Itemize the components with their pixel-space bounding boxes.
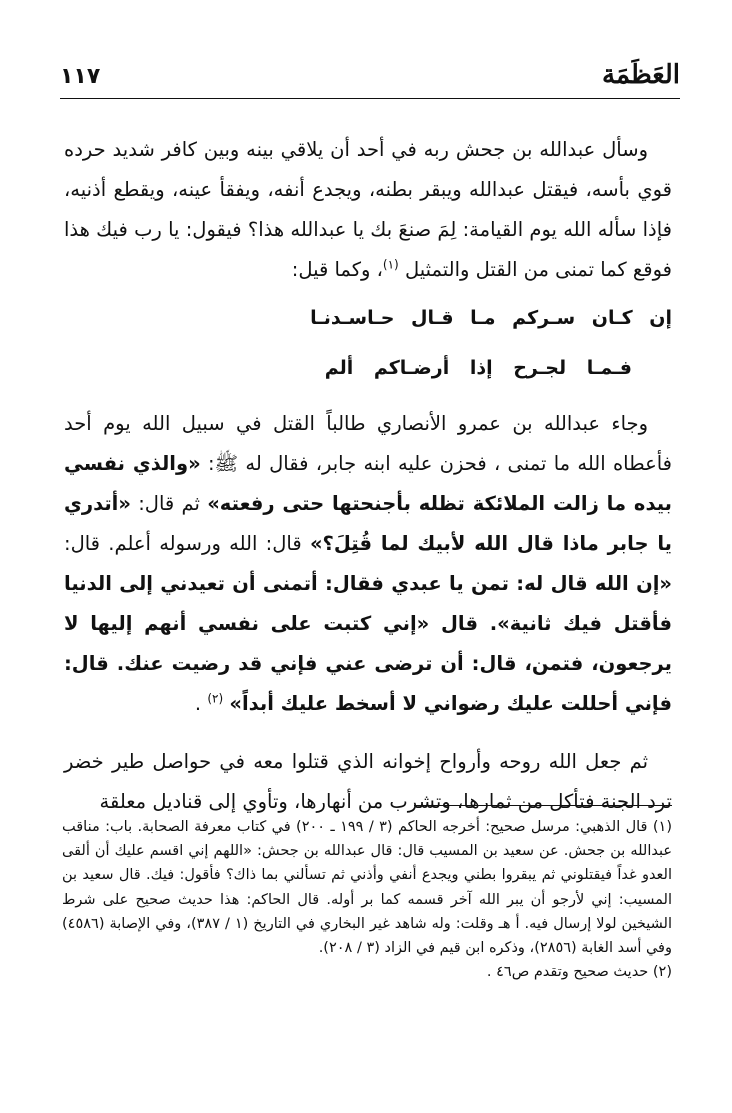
running-title: العَظَمَة xyxy=(602,60,680,90)
footnote-ref-1: (١) xyxy=(382,257,399,272)
paragraph-1-end: ، وكما قيل: xyxy=(291,258,383,281)
paragraph-2-text-e: قال: الله ورسوله أعلم. قال: xyxy=(64,532,310,555)
footnotes xyxy=(62,815,672,984)
verse-line-2: فـمـا لجـرح إذا أرضـاكم ألم xyxy=(324,357,632,379)
page-header xyxy=(60,58,680,99)
footnote-divider xyxy=(414,805,672,806)
hadith-quote-1: «والذي نفسي بيده ما زالت الملائكة تظله بأجنحتها حتى رفعته» xyxy=(64,452,672,515)
paragraph-2-end: . xyxy=(194,692,208,715)
footnote-2: (٢) حديث صحيح وتقدم ص٤٦ . xyxy=(486,964,672,981)
footnote-1: (١) قال الذهبي: مرسل صحيح: أخرجه الحاكم (٣ / ١٩٩ ـ ٢٠٠) في كتاب معرفة الصحابة. باب: مناقب عبدالله بن جحش. عن سعيد بن المسيب قال: قال عبدالله بن جحش: «اللهم إني اقسم عليك أن ألقى العدو غداً فيقتلوني ثم يبقروا بطني ويجدع أنفي وأذني ثم تسألني بما ذاك؟ فأقول: فيك. قال سعيد بن المسيب: إني لأرجو أن يبر الله آخر قسمه كما بر أوله. قال الحاكم: هذا حديث صحيح على شرط الشيخين لولا إرسال فيه. أ هـ وقلت: وله شاهد غير البخاري في التاريخ (١ / ٣٨٧)، وفي الإصابة (٤٥٨٦) وفي أسد الغابة (٢٨٥٦)، وذكره ابن قيم في الزاد (٣ / ٢٠٨). xyxy=(62,819,672,957)
paragraph-1-text: وسأل عبدالله بن جحش ربه في أحد أن يلاقي بينه وبين كافر شديد حرده قوي بأسه، فيقتل عبدالله ويبقر بطنه، ويجدع أنفه، ويفقأ عينه، ويقطع أذنيه، فإذا سأله الله يوم القيامة: لِمَ صنعَ بك يا عبدالله هذا؟ فيقول: يا رب فيك هذا فوقع كما تمنى من القتل والتمثيل xyxy=(64,138,672,281)
body-text xyxy=(64,130,672,822)
paragraph-3: ثم جعل الله روحه وأرواح إخوانه الذي قتلوا معه في حواصل طير خضر ترد الجنة فتأكل من ثمارها، وتشرب من أنهارها، وتأوي إلى قناديل معلقة xyxy=(64,750,672,813)
footnote-ref-2: (٢) xyxy=(207,691,224,706)
paragraph-2 xyxy=(64,404,672,724)
hadith-quote-3: «إن الله قال له: تمن يا عبدي فقال: أتمنى أن تعيدني إلى الدنيا فأقتل فيك ثانية». قال «إني كتبت على نفسي أنهم إليها لا يرجعون، فتمن، قال: أن ترضى عني فإني قد رضيت عنك. قال: فإني أحللت عليك رضواني لا أسخط عليك أبداً» xyxy=(64,572,672,715)
page-number: ١١٧ xyxy=(60,64,101,89)
paragraph-1 xyxy=(64,130,672,290)
verse-line-1: إن كـان سـركم مـا قـال حـاسـدنـا xyxy=(310,307,672,329)
paragraph-2-text-c: ثم قال: xyxy=(130,492,208,515)
paragraph-2-text-a: وجاء عبدالله بن عمرو الأنصاري طالباً القتل في سبيل الله يوم أحد فأعطاه الله ما تمنى ، فحزن عليه ابنه جابر، فقال له ﷺ: xyxy=(64,412,673,475)
hadith-quote-2: «أتدري يا جابر ماذا قال الله لأبيك لما قُتِلَ؟» xyxy=(64,492,673,555)
